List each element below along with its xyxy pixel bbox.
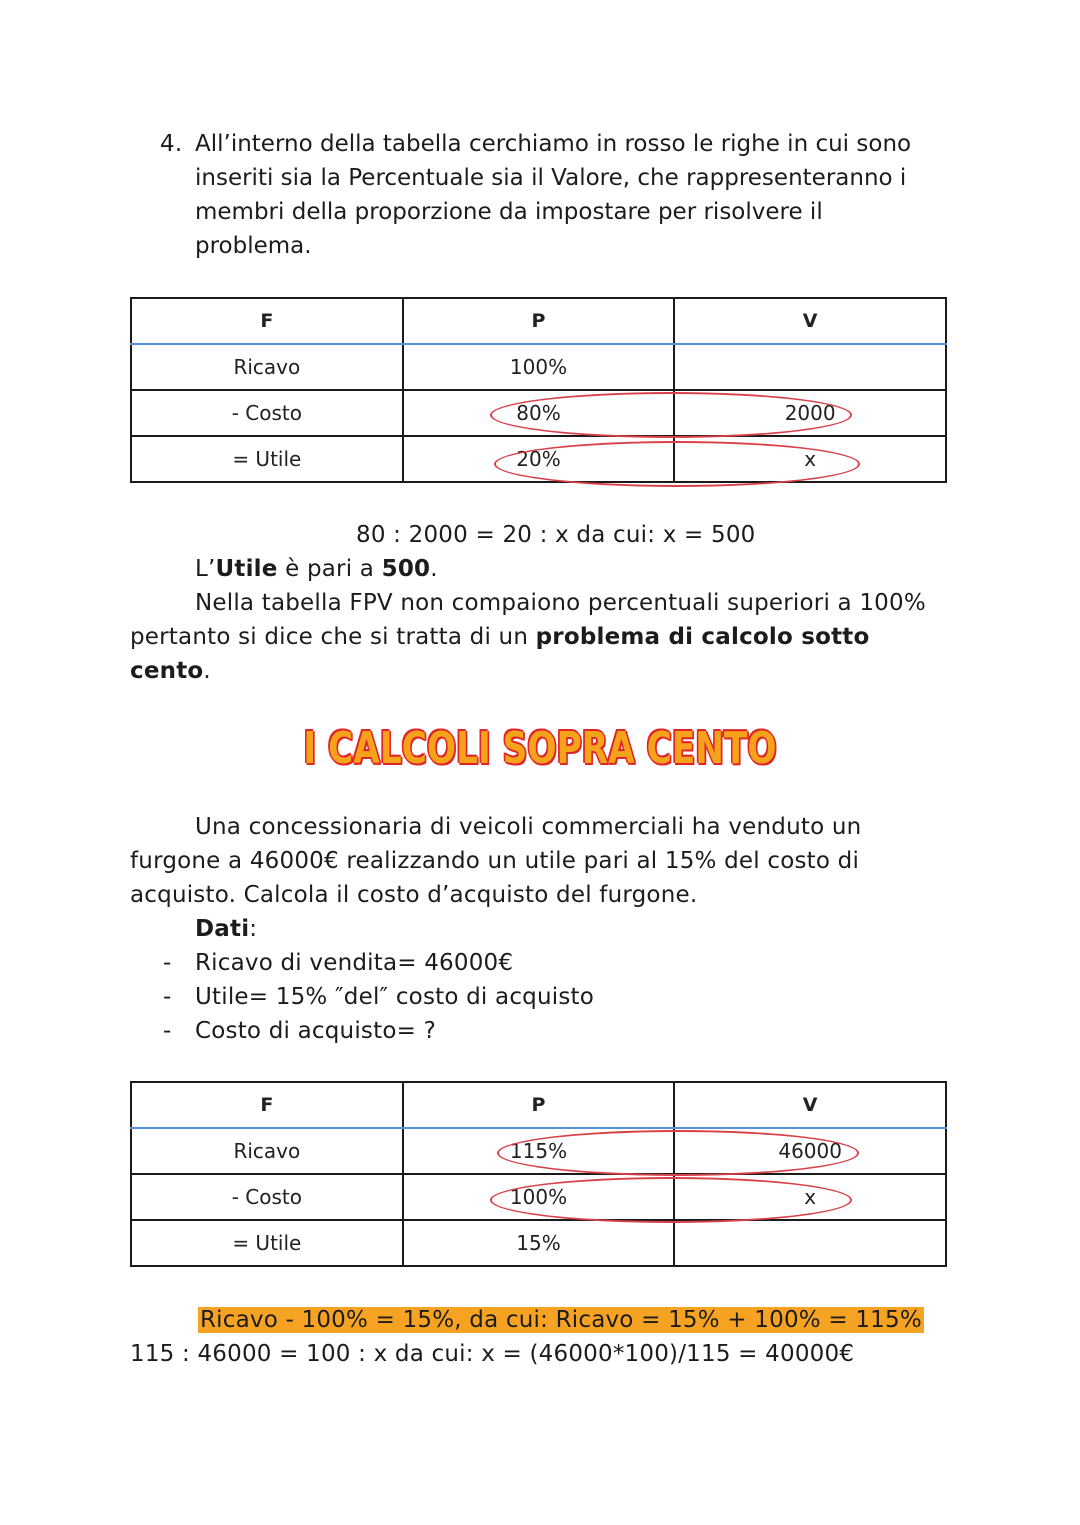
problem-line-1: Una concessionaria di veicoli commerciali ha venduto un (195, 814, 862, 840)
dati-bold: Dati (195, 916, 250, 942)
cell-p: 20% (403, 436, 675, 482)
result-suffix: . (430, 556, 438, 582)
header-v: V (674, 1082, 946, 1128)
result-mid: è pari a (277, 556, 382, 582)
header-v: V (674, 298, 946, 344)
header-p: P (403, 298, 675, 344)
section-title: I CALCOLI SOPRA CENTO (303, 723, 777, 774)
dati-colon: : (249, 916, 258, 942)
conclusion-line-3 (130, 654, 211, 688)
cell-f: = Utile (131, 436, 403, 482)
cell-v (674, 344, 946, 390)
table-header-row (131, 298, 946, 344)
result-prefix: L’ (195, 556, 216, 582)
cell-p: 115% (403, 1128, 675, 1174)
table-row (131, 344, 946, 390)
proportion-1: 80 : 2000 = 20 : x da cui: x = 500 (356, 522, 756, 548)
problem-line-2: furgone a 46000€ realizzando un utile pari al 15% del costo di (130, 848, 860, 874)
header-f: F (131, 298, 403, 344)
conclusion-bold: problema di calcolo sotto (535, 624, 870, 650)
cell-f: Ricavo (131, 344, 403, 390)
result-bold-utile: Utile (215, 556, 278, 582)
list-item: Utile= 15% ″del″ costo di acquisto (195, 984, 595, 1010)
step-number: 4. (160, 131, 183, 157)
proportion-2: 115 : 46000 = 100 : x da cui: x = (46000*100)/115 = 40000€ (130, 1341, 855, 1367)
result-line (195, 552, 438, 586)
header-p: P (403, 1082, 675, 1128)
cell-v: 46000 (674, 1128, 946, 1174)
conclusion-line-1: Nella tabella FPV non compaiono percentuali superiori a 100% (195, 590, 926, 616)
cell-p: 100% (403, 344, 675, 390)
cell-f: Ricavo (131, 1128, 403, 1174)
problem-line-3: acquisto. Calcola il costo d’acquisto del furgone. (130, 882, 698, 908)
conclusion-bold: cento (130, 658, 204, 684)
step-line: membri della proporzione da impostare per risolvere il (195, 199, 823, 225)
cell-v: x (674, 436, 946, 482)
cell-v: x (674, 1174, 946, 1220)
bullet-dash: - (163, 1018, 172, 1044)
cell-p: 80% (403, 390, 675, 436)
conclusion-text: pertanto si dice che si tratta di un (130, 624, 536, 650)
list-item: Costo di acquisto= ? (195, 1018, 436, 1044)
cell-f: - Costo (131, 1174, 403, 1220)
dati-label (195, 912, 257, 946)
red-circle-annotation (490, 1177, 852, 1223)
list-item: Ricavo di vendita= 46000€ (195, 950, 514, 976)
cell-f: - Costo (131, 390, 403, 436)
step-text (195, 127, 911, 263)
result-bold-500: 500 (381, 556, 431, 582)
cell-p: 100% (403, 1174, 675, 1220)
highlighted-formula (198, 1303, 924, 1337)
cell-v: 2000 (674, 390, 946, 436)
conclusion-line-2 (130, 620, 869, 654)
cell-v (674, 1220, 946, 1266)
cell-p: 15% (403, 1220, 675, 1266)
fpv-table-2 (130, 1081, 947, 1267)
red-circle-annotation (497, 1130, 859, 1176)
bullet-dash: - (163, 950, 172, 976)
conclusion-text: . (203, 658, 211, 684)
step-line: All’interno della tabella cerchiamo in rosso le righe in cui sono (195, 131, 912, 157)
table-header-row (131, 1082, 946, 1128)
table-row (131, 1220, 946, 1266)
cell-f: = Utile (131, 1220, 403, 1266)
highlight-text: Ricavo - 100% = 15%, da cui: Ricavo = 15% + 100% = 115% (200, 1307, 922, 1333)
bullet-dash: - (163, 984, 172, 1010)
step-line: problema. (195, 233, 312, 259)
red-circle-annotation (490, 392, 852, 438)
step-line: inseriti sia la Percentuale sia il Valore, che rappresenteranno i (195, 165, 907, 191)
red-circle-annotation (494, 441, 860, 487)
header-f: F (131, 1082, 403, 1128)
